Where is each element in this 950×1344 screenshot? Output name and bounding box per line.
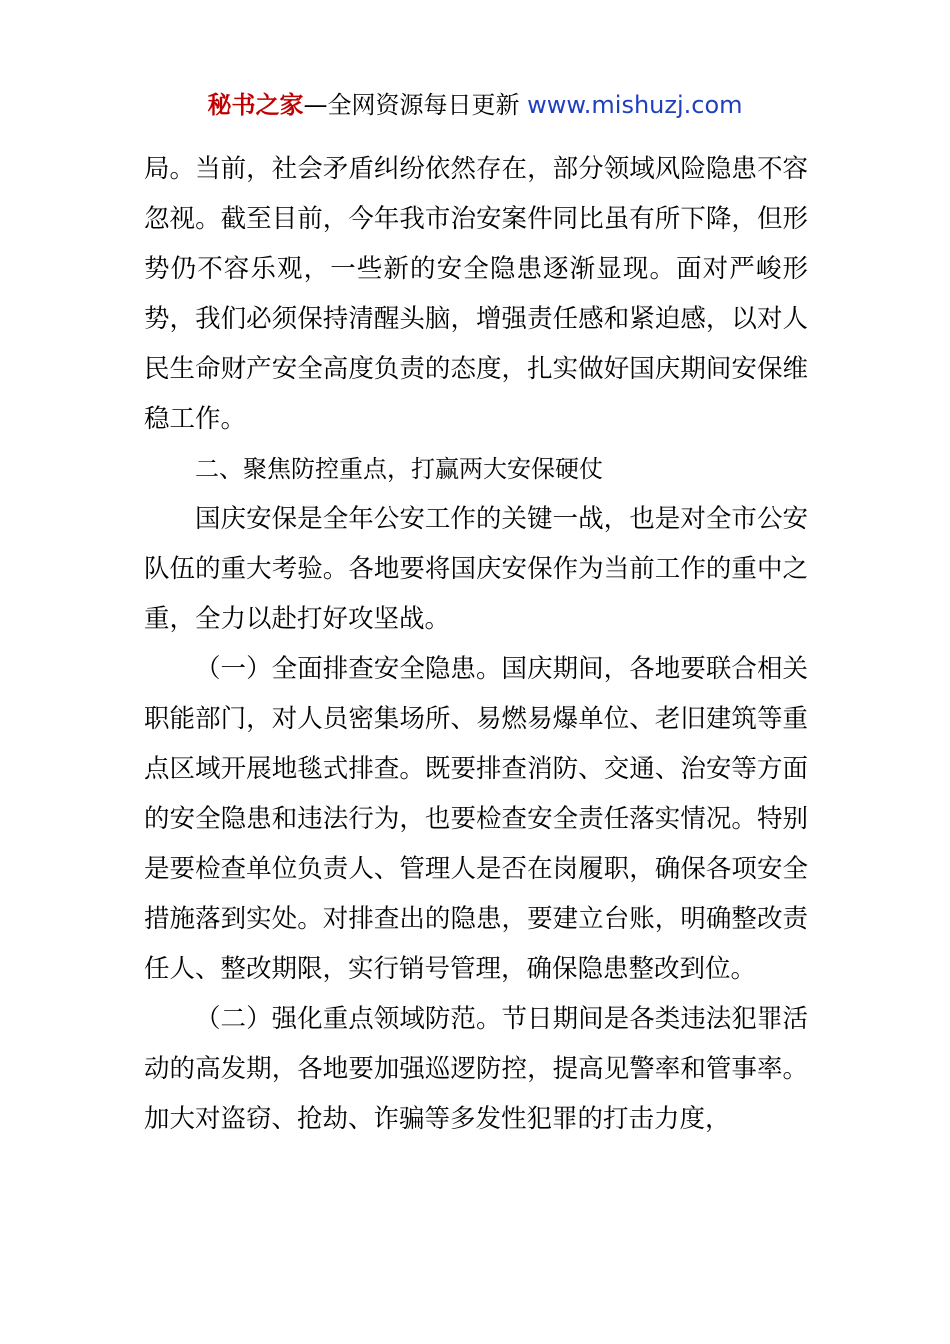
paragraph-item-2: （二）强化重点领域防范。节日期间是各类违法犯罪活动的高发期，各地要加强巡逻防控，提高见警率和管事率。加大对盗窃、抢劫、诈骗等多发性犯罪的打击力度， [144, 1004, 808, 1134]
site-url-link[interactable]: www.mishuzj.com [527, 91, 743, 119]
site-brand: 秘书之家 [207, 91, 304, 119]
section-heading: 二、聚焦防控重点，打赢两大安保硬仗 [195, 455, 603, 483]
site-header [0, 88, 950, 122]
paragraph-continuation: 局。当前，社会矛盾纠纷依然存在，部分领域风险隐患不容忽视。截至目前，今年我市治安案件同比虽有所下降，但形势仍不容乐观，一些新的安全隐患逐渐显现。面对严峻形势，我们必须保持清醒头脑，增强责任感和紧迫感，以对人民生命财产安全高度负责的态度，扎实做好国庆期间安保维稳工作。 [144, 154, 808, 434]
document-body [144, 144, 808, 1144]
paragraph-intro: 国庆安保是全年公安工作的关键一战，也是对全市公安队伍的重大考验。各地要将国庆安保作为当前工作的重中之重，全力以赴打好攻坚战。 [144, 504, 808, 634]
site-slogan: —全网资源每日更新 [303, 91, 528, 119]
paragraph-item-1: （一）全面排查安全隐患。国庆期间，各地要联合相关职能部门，对人员密集场所、易燃易爆单位、老旧建筑等重点区域开展地毯式排查。既要排查消防、交通、治安等方面的安全隐患和违法行为，也要检查安全责任落实情况。特别是要检查单位负责人、管理人是否在岗履职，确保各项安全措施落到实处。对排查出的隐患，要建立台账，明确整改责任人、整改期限，实行销号管理，确保隐患整改到位。 [144, 654, 808, 984]
